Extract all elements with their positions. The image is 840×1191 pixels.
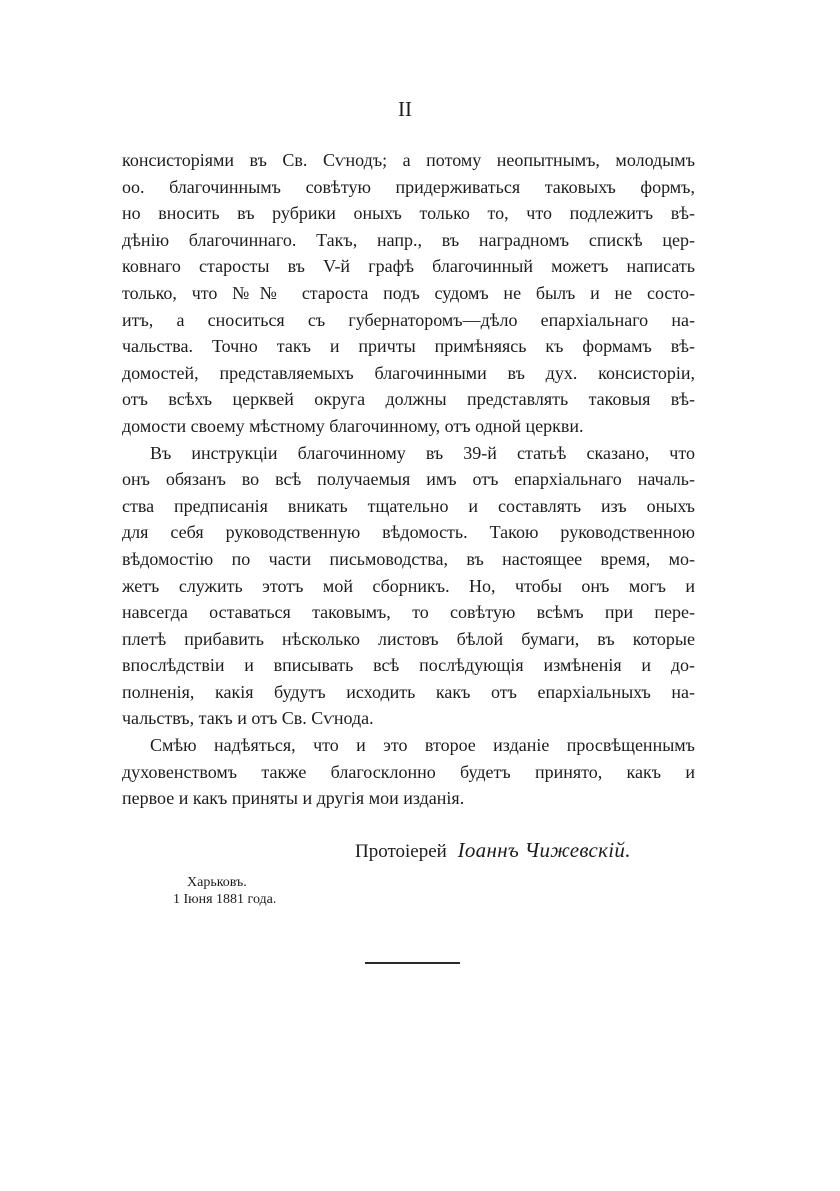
text-line: вѣдомостію по части письмоводства, въ настоящее время, мо- [122,548,695,569]
text-line: чальства. Точно такъ и причты примѣняясь къ формамъ вѣ- [122,336,695,357]
divider-rule [365,962,460,964]
signature-title: Протоіерей [355,841,447,862]
text-line: домостей, представляемыхъ благочинными въ дух. консисторіи, [122,362,695,383]
page-number: II [398,97,412,121]
text-line: Въ инструкціи благочинному въ 39-й статьѣ сказано, что [150,442,695,463]
text-line: чальствъ, такъ и отъ Св. Сѵнода. [122,708,374,729]
text-line: оо. благочиннымъ совѣтую придерживаться таковыхъ формъ, [122,176,695,197]
text-line: жетъ служить этотъ мой сборникъ. Но, чтобы онъ могъ и [122,575,695,596]
text-line: только, что №№ староста подъ судомъ не былъ и не состо- [122,282,695,303]
text-line: первое и какъ приняты и другія мои изданія. [122,788,465,809]
text-line: ства предписанія вникать тщательно и составлять изъ оныхъ [122,495,695,516]
signature [355,837,631,865]
text-line: впослѣдствіи и вписывать всѣ послѣдующія измѣненія и до- [122,655,695,676]
body-text [122,147,695,812]
text-line: но вносить въ рубрики оныхъ только то, что подлежитъ вѣ- [122,203,695,224]
text-line: онъ обязанъ во всѣ получаемыя имъ отъ епархіальнаго началь- [122,469,695,490]
paragraph-3 [122,732,695,812]
text-line: дѣнію благочиннаго. Такъ, напр., въ наградномъ спискѣ цер- [122,229,695,250]
text-line: духовенствомъ также благосклонно будетъ принято, какъ и [122,761,695,782]
text-line: Смѣю надѣяться, что и это второе изданіе просвѣщеннымъ [150,735,695,756]
date-of-writing: 1 Іюня 1881 года. [173,892,277,907]
text-line: для себя руководственную вѣдомость. Такою руководственною [122,522,695,543]
paragraph-1 [122,147,695,440]
paragraph-2 [122,440,695,733]
place-of-writing: Харьковъ. [187,875,247,890]
text-line: итъ, а сноситься съ губернаторомъ—дѣло епархіальнаго на- [122,309,695,330]
text-line: навсегда оставаться таковымъ, то совѣтую всѣмъ при пере- [122,602,695,623]
text-line: домости своему мѣстному благочинному, отъ одной церкви. [122,415,584,436]
text-line: консисторіями въ Св. Сѵнодъ; а потому неопытнымъ, молодымъ [122,150,695,170]
text-line: ковнаго старосты въ V-й графѣ благочинный можетъ написать [122,256,695,277]
text-line: плетѣ прибавить нѣсколько листовъ бѣлой бумаги, въ которые [122,628,695,649]
signature-name: Іоаннъ Чижевскій. [457,838,631,862]
text-line: полненія, какія будутъ исходить какъ отъ епархіальныхъ на- [122,681,695,702]
text-line: отъ всѣхъ церквей округа должны представлять таковыя вѣ- [122,389,695,410]
